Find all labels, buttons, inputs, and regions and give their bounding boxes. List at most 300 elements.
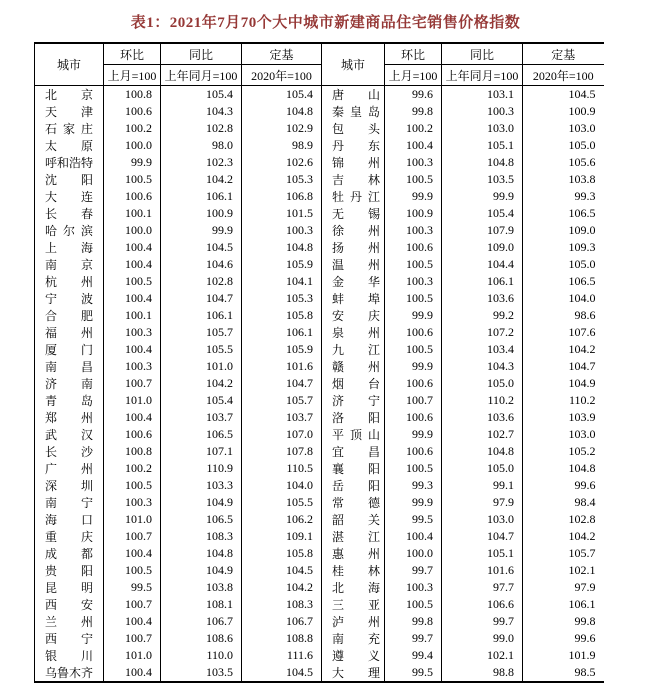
mom-value-cell: 100.8 [104,86,161,104]
fixedbase-value-cell: 101.5 [242,205,322,222]
city-cell [322,511,385,528]
city-cell [35,562,104,579]
yoy-value-cell: 101.6 [442,562,523,579]
mom-value-cell: 100.1 [104,205,161,222]
yoy-value-cell: 104.2 [161,171,242,188]
mom-value-cell: 100.5 [385,290,442,307]
city-cell [35,494,104,511]
yoy-value-cell: 102.1 [442,647,523,664]
fixedbase-value-cell: 106.1 [242,324,322,341]
city-cell [35,664,104,682]
mom-value-cell: 100.4 [104,239,161,256]
mom-value-cell: 100.5 [385,256,442,273]
city-name: 常德 [332,496,380,510]
city-cell [322,171,385,188]
mom-value-cell: 100.6 [104,426,161,443]
city-name: 大理 [332,666,380,680]
city-cell [322,205,385,222]
header-fixedbase-left: 定基 [242,43,322,65]
city-name: 天津 [45,105,93,119]
table-title: 表1：2021年7月70个大中城市新建商品住宅销售价格指数 [130,15,521,31]
fixedbase-value-cell: 108.8 [242,630,322,647]
city-name: 济南 [45,377,93,391]
yoy-value-cell: 103.4 [442,341,523,358]
table-row [35,613,604,630]
yoy-value-cell: 104.5 [161,239,242,256]
fixedbase-value-cell: 106.2 [242,511,322,528]
city-cell [322,137,385,154]
yoy-value-cell: 97.7 [442,579,523,596]
fixedbase-value-cell: 105.6 [523,154,604,171]
fixedbase-value-cell: 104.9 [523,375,604,392]
city-name: 包头 [332,122,380,136]
table-row [35,154,604,171]
table-row [35,392,604,409]
fixedbase-value-cell: 109.1 [242,528,322,545]
fixedbase-value-cell: 109.3 [523,239,604,256]
city-name: 赣州 [332,360,380,374]
fixedbase-value-cell: 105.9 [242,256,322,273]
fixedbase-value-cell: 106.1 [523,596,604,613]
fixedbase-value-cell: 105.3 [242,290,322,307]
yoy-value-cell: 106.6 [442,596,523,613]
fixedbase-value-cell: 97.9 [523,579,604,596]
mom-value-cell: 100.7 [104,375,161,392]
city-name: 兰州 [45,615,93,629]
yoy-value-cell: 99.9 [442,188,523,205]
yoy-value-cell: 101.0 [161,358,242,375]
city-cell [35,528,104,545]
fixedbase-value-cell: 105.9 [242,341,322,358]
yoy-value-cell: 110.2 [442,392,523,409]
fixedbase-value-cell: 104.8 [242,239,322,256]
header-fixedbase-right: 定基 [523,43,604,65]
fixedbase-value-cell: 105.7 [523,545,604,562]
header-mom-base-right: 上月=100 [385,65,442,86]
city-name: 深圳 [45,479,93,493]
yoy-value-cell: 104.7 [161,290,242,307]
yoy-value-cell: 106.1 [161,188,242,205]
fixedbase-value-cell: 105.3 [242,171,322,188]
city-cell [35,137,104,154]
yoy-value-cell: 102.3 [161,154,242,171]
table-row [35,579,604,596]
city-cell [322,477,385,494]
fixedbase-value-cell: 100.9 [523,103,604,120]
city-name: 惠州 [332,547,380,561]
fixedbase-value-cell: 103.0 [523,426,604,443]
city-name: 泉州 [332,326,380,340]
yoy-value-cell: 104.8 [442,443,523,460]
city-name: 青岛 [45,394,93,408]
fixedbase-value-cell: 107.8 [242,443,322,460]
city-name: 韶关 [332,513,380,527]
mom-value-cell: 100.6 [104,103,161,120]
fixedbase-value-cell: 98.4 [523,494,604,511]
table-body [35,86,604,683]
mom-value-cell: 100.5 [104,273,161,290]
yoy-value-cell: 103.3 [161,477,242,494]
city-cell [322,290,385,307]
yoy-value-cell: 99.7 [442,613,523,630]
table-row [35,494,604,511]
city-cell [35,324,104,341]
mom-value-cell: 100.4 [104,545,161,562]
city-name: 北京 [45,88,93,102]
city-name: 贵阳 [45,564,93,578]
fixedbase-value-cell: 109.0 [523,222,604,239]
mom-value-cell: 99.9 [385,426,442,443]
yoy-value-cell: 102.8 [161,120,242,137]
table-row [35,460,604,477]
yoy-value-cell: 103.7 [161,409,242,426]
yoy-value-cell: 100.9 [161,205,242,222]
yoy-value-cell: 105.4 [161,392,242,409]
fixedbase-value-cell: 105.0 [523,137,604,154]
mom-value-cell: 100.6 [385,443,442,460]
table-row [35,409,604,426]
mom-value-cell: 99.7 [385,630,442,647]
city-cell [322,613,385,630]
yoy-value-cell: 104.4 [442,256,523,273]
city-cell [35,290,104,307]
mom-value-cell: 99.5 [385,511,442,528]
mom-value-cell: 100.0 [104,222,161,239]
city-cell [322,460,385,477]
fixedbase-value-cell: 104.2 [523,341,604,358]
table-row [35,205,604,222]
mom-value-cell: 100.5 [385,341,442,358]
fixedbase-value-cell: 105.5 [242,494,322,511]
table-row [35,341,604,358]
mom-value-cell: 99.7 [385,562,442,579]
header-yoy-base-right: 上年同月=100 [442,65,523,86]
city-name: 金华 [332,275,380,289]
fixedbase-value-cell: 99.6 [523,630,604,647]
city-cell [35,103,104,120]
mom-value-cell: 100.4 [104,290,161,307]
city-name: 福州 [45,326,93,340]
table-row [35,307,604,324]
city-name: 石家庄 [45,122,93,136]
city-name: 南京 [45,258,93,272]
city-cell [322,562,385,579]
city-name: 南宁 [45,496,93,510]
table-row [35,443,604,460]
city-name: 济宁 [332,394,380,408]
fixedbase-value-cell: 98.6 [523,307,604,324]
fixedbase-value-cell: 106.7 [242,613,322,630]
city-cell [322,273,385,290]
fixedbase-value-cell: 98.5 [523,664,604,682]
city-name: 蚌埠 [332,292,380,306]
city-cell [35,443,104,460]
yoy-value-cell: 103.5 [161,664,242,682]
mom-value-cell: 101.0 [104,511,161,528]
mom-value-cell: 100.8 [104,443,161,460]
yoy-value-cell: 97.9 [442,494,523,511]
city-name: 洛阳 [332,411,380,425]
fixedbase-value-cell: 106.5 [523,273,604,290]
header-mom-left: 环比 [104,43,161,65]
mom-value-cell: 99.9 [385,358,442,375]
city-name: 银川 [45,649,93,663]
mom-value-cell: 99.9 [104,154,161,171]
mom-value-cell: 100.3 [385,222,442,239]
fixedbase-value-cell: 103.0 [523,120,604,137]
fixedbase-value-cell: 106.5 [523,205,604,222]
mom-value-cell: 99.3 [385,477,442,494]
mom-value-cell: 100.7 [104,528,161,545]
mom-value-cell: 100.9 [385,205,442,222]
yoy-value-cell: 99.2 [442,307,523,324]
city-cell [35,358,104,375]
city-name: 泸州 [332,615,380,629]
fixedbase-value-cell: 104.7 [523,358,604,375]
fixedbase-value-cell: 102.6 [242,154,322,171]
header-fixedbase-base-left: 2020年=100 [242,65,322,86]
header-city-right: 城市 [322,43,385,86]
yoy-value-cell: 99.0 [442,630,523,647]
city-cell [322,528,385,545]
yoy-value-cell: 109.0 [442,239,523,256]
fixedbase-value-cell: 104.8 [242,103,322,120]
header-row-2 [35,65,604,86]
yoy-value-cell: 105.4 [442,205,523,222]
table-row [35,256,604,273]
city-name: 西宁 [45,632,93,646]
city-cell [35,545,104,562]
yoy-value-cell: 104.3 [442,358,523,375]
mom-value-cell: 99.9 [385,188,442,205]
mom-value-cell: 100.7 [104,630,161,647]
fixedbase-value-cell: 104.2 [523,528,604,545]
city-cell [322,426,385,443]
mom-value-cell: 100.2 [104,460,161,477]
city-name: 厦门 [45,343,93,357]
fixedbase-value-cell: 104.5 [242,562,322,579]
mom-value-cell: 100.6 [385,409,442,426]
mom-value-cell: 100.6 [104,188,161,205]
yoy-value-cell: 103.5 [442,171,523,188]
yoy-value-cell: 110.0 [161,647,242,664]
fixedbase-value-cell: 103.8 [523,171,604,188]
mom-value-cell: 100.4 [104,664,161,682]
city-cell [35,647,104,664]
yoy-value-cell: 108.3 [161,528,242,545]
yoy-value-cell: 103.0 [442,511,523,528]
city-cell [322,375,385,392]
mom-value-cell: 100.1 [104,307,161,324]
city-name: 合肥 [45,309,93,323]
yoy-value-cell: 105.1 [442,545,523,562]
table-row [35,120,604,137]
city-name: 郑州 [45,411,93,425]
city-cell [322,86,385,104]
yoy-value-cell: 104.2 [161,375,242,392]
city-name: 岳阳 [332,479,380,493]
fixedbase-value-cell: 104.5 [523,86,604,104]
mom-value-cell: 99.8 [385,103,442,120]
city-cell [35,392,104,409]
city-cell [322,545,385,562]
table-row [35,664,604,682]
city-cell [322,358,385,375]
city-cell [35,205,104,222]
yoy-value-cell: 105.7 [161,324,242,341]
yoy-value-cell: 104.8 [161,545,242,562]
fixedbase-value-cell: 104.1 [242,273,322,290]
city-name: 湛江 [332,530,380,544]
mom-value-cell: 100.5 [385,171,442,188]
fixedbase-value-cell: 105.2 [523,443,604,460]
city-name: 昆明 [45,581,93,595]
mom-value-cell: 100.7 [385,392,442,409]
mom-value-cell: 100.7 [104,596,161,613]
yoy-value-cell: 106.5 [161,511,242,528]
mom-value-cell: 100.6 [385,375,442,392]
mom-value-cell: 99.8 [385,613,442,630]
mom-value-cell: 99.5 [104,579,161,596]
yoy-value-cell: 106.7 [161,613,242,630]
fixedbase-value-cell: 104.5 [242,664,322,682]
mom-value-cell: 100.3 [104,358,161,375]
mom-value-cell: 100.2 [385,120,442,137]
city-cell [322,664,385,682]
city-name: 三亚 [332,598,380,612]
city-cell [35,154,104,171]
fixedbase-value-cell: 100.3 [242,222,322,239]
mom-value-cell: 101.0 [104,647,161,664]
city-cell [322,494,385,511]
yoy-value-cell: 104.3 [161,103,242,120]
city-cell [35,511,104,528]
fixedbase-value-cell: 105.8 [242,545,322,562]
city-cell [35,477,104,494]
table-row [35,545,604,562]
city-name: 无锡 [332,207,380,221]
city-name: 宜昌 [332,445,380,459]
city-name: 遵义 [332,649,380,663]
fixedbase-value-cell: 106.8 [242,188,322,205]
city-name: 徐州 [332,224,380,238]
table-row [35,375,604,392]
fixedbase-value-cell: 101.6 [242,358,322,375]
yoy-value-cell: 104.9 [161,562,242,579]
yoy-value-cell: 104.6 [161,256,242,273]
table-row [35,511,604,528]
city-cell [322,392,385,409]
mom-value-cell: 100.4 [385,528,442,545]
city-cell [322,188,385,205]
mom-value-cell: 100.3 [104,494,161,511]
city-cell [35,596,104,613]
fixedbase-value-cell: 105.7 [242,392,322,409]
fixedbase-value-cell: 105.0 [523,256,604,273]
city-name: 杭州 [45,275,93,289]
fixedbase-value-cell: 107.0 [242,426,322,443]
city-cell [322,307,385,324]
header-yoy-base-left: 上年同月=100 [161,65,242,86]
mom-value-cell: 100.4 [104,613,161,630]
city-name: 广州 [45,462,93,476]
city-name: 长春 [45,207,93,221]
city-cell [35,222,104,239]
city-name: 吉林 [332,173,380,187]
yoy-value-cell: 98.8 [442,664,523,682]
mom-value-cell: 100.5 [104,477,161,494]
table-row [35,137,604,154]
table-row [35,630,604,647]
mom-value-cell: 99.9 [385,307,442,324]
yoy-value-cell: 105.5 [161,341,242,358]
city-cell [322,222,385,239]
fixedbase-value-cell: 98.9 [242,137,322,154]
fixedbase-value-cell: 104.0 [242,477,322,494]
table-row [35,324,604,341]
city-name: 烟台 [332,377,380,391]
yoy-value-cell: 105.4 [161,86,242,104]
city-name: 温州 [332,258,380,272]
yoy-value-cell: 103.1 [442,86,523,104]
fixedbase-value-cell: 104.8 [523,460,604,477]
city-name: 重庆 [45,530,93,544]
city-name: 海口 [45,513,93,527]
mom-value-cell: 100.4 [104,341,161,358]
city-cell [322,239,385,256]
city-name: 上海 [45,241,93,255]
mom-value-cell: 100.4 [104,256,161,273]
fixedbase-value-cell: 104.2 [242,579,322,596]
mom-value-cell: 100.2 [104,120,161,137]
city-cell [35,239,104,256]
city-name: 平顶山 [332,428,380,442]
fixedbase-value-cell: 105.4 [242,86,322,104]
table-row [35,171,604,188]
city-name: 大连 [45,190,93,204]
mom-value-cell: 100.6 [385,239,442,256]
mom-value-cell: 100.5 [385,460,442,477]
city-name: 九江 [332,343,380,357]
fixedbase-value-cell: 107.6 [523,324,604,341]
city-cell [322,154,385,171]
city-name: 唐山 [332,88,380,102]
city-name: 桂林 [332,564,380,578]
yoy-value-cell: 102.7 [442,426,523,443]
yoy-value-cell: 105.1 [442,137,523,154]
mom-value-cell: 100.0 [104,137,161,154]
city-name: 南昌 [45,360,93,374]
city-cell [35,409,104,426]
yoy-value-cell: 108.1 [161,596,242,613]
city-name: 北海 [332,581,380,595]
yoy-value-cell: 106.1 [161,307,242,324]
city-cell [35,341,104,358]
mom-value-cell: 100.3 [385,154,442,171]
mom-value-cell: 100.5 [104,562,161,579]
mom-value-cell: 100.3 [385,579,442,596]
city-cell [322,324,385,341]
yoy-value-cell: 105.0 [442,460,523,477]
fixedbase-value-cell: 103.9 [523,409,604,426]
yoy-value-cell: 103.6 [442,409,523,426]
city-cell [35,256,104,273]
mom-value-cell: 99.6 [385,86,442,104]
table-row [35,426,604,443]
city-name: 太原 [45,139,93,153]
city-cell [35,375,104,392]
fixedbase-value-cell: 102.8 [523,511,604,528]
